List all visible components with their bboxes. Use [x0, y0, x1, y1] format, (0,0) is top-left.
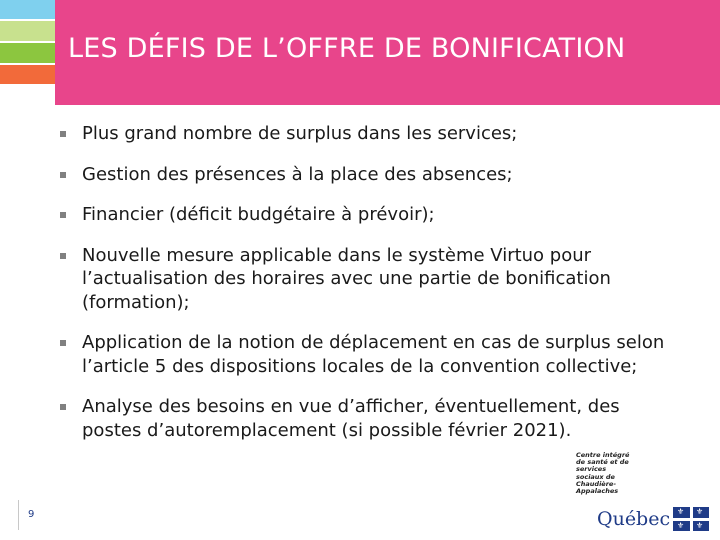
- page-divider: [18, 500, 19, 530]
- fleur-de-lis-icon: ⚜: [696, 507, 704, 516]
- bullet-item: [58, 331, 698, 378]
- bullet-line: l’article 5 des dispositions locales de la convention collective;: [82, 355, 638, 377]
- flag-cross-vertical: [690, 507, 693, 531]
- bullet-item: [58, 122, 698, 146]
- square-bullet-icon: [60, 404, 66, 410]
- bullet-line: l’actualisation des horaires avec une partie de bonification: [82, 268, 611, 289]
- square-bullet-icon: [60, 212, 66, 218]
- square-bullet-icon: [60, 172, 66, 178]
- page-number: 9: [28, 509, 35, 520]
- logo-line: sociaux de Chaudière-: [576, 472, 617, 488]
- bullet-line: Application de la notion de déplacement en cas de surplus selon: [82, 332, 665, 353]
- slide-title: LES DÉFIS DE L’OFFRE DE BONIFICATION: [68, 33, 626, 64]
- bullet-item: [58, 395, 698, 442]
- square-bullet-icon: [60, 340, 66, 346]
- bullet-line: Analyse des besoins en vue d’afficher, éventuellement, des: [82, 396, 620, 417]
- accent-stripe-5: [0, 43, 55, 63]
- accent-stripe-3: [0, 21, 55, 41]
- accent-stripe-1: [0, 0, 55, 19]
- logo-line: Centre intégré: [576, 451, 630, 459]
- fleur-de-lis-icon: ⚜: [677, 521, 685, 530]
- bullet-item: [58, 203, 698, 227]
- accent-stripe-7: [0, 65, 55, 84]
- fleur-de-lis-icon: ⚜: [696, 521, 704, 530]
- bullet-item: [58, 244, 698, 315]
- quebec-wordmark: Québec: [597, 508, 671, 530]
- bullet-list: [58, 122, 698, 442]
- logo-line: de santé et de services: [576, 458, 629, 474]
- fleur-de-lis-icon: ⚜: [677, 507, 685, 516]
- square-bullet-icon: [60, 253, 66, 259]
- bullet-line: postes d’autoremplacement (si possible février 2021).: [82, 419, 572, 441]
- bullet-line: Nouvelle mesure applicable dans le système Virtuo pour: [82, 244, 592, 266]
- bullet-item: [58, 163, 698, 187]
- bullet-text: Gestion des présences à la place des absences;: [82, 163, 513, 185]
- logo-line: Appalaches: [576, 487, 619, 496]
- bullet-text: Plus grand nombre de surplus dans les services;: [82, 123, 518, 144]
- cisss-logo: [572, 452, 714, 534]
- square-bullet-icon: [60, 131, 66, 137]
- bullet-text: Financier (déficit budgétaire à prévoir);: [82, 204, 435, 225]
- bullet-line: (formation);: [82, 291, 190, 313]
- quebec-flag-icon: [673, 507, 709, 531]
- logo-organization-name: [576, 452, 656, 495]
